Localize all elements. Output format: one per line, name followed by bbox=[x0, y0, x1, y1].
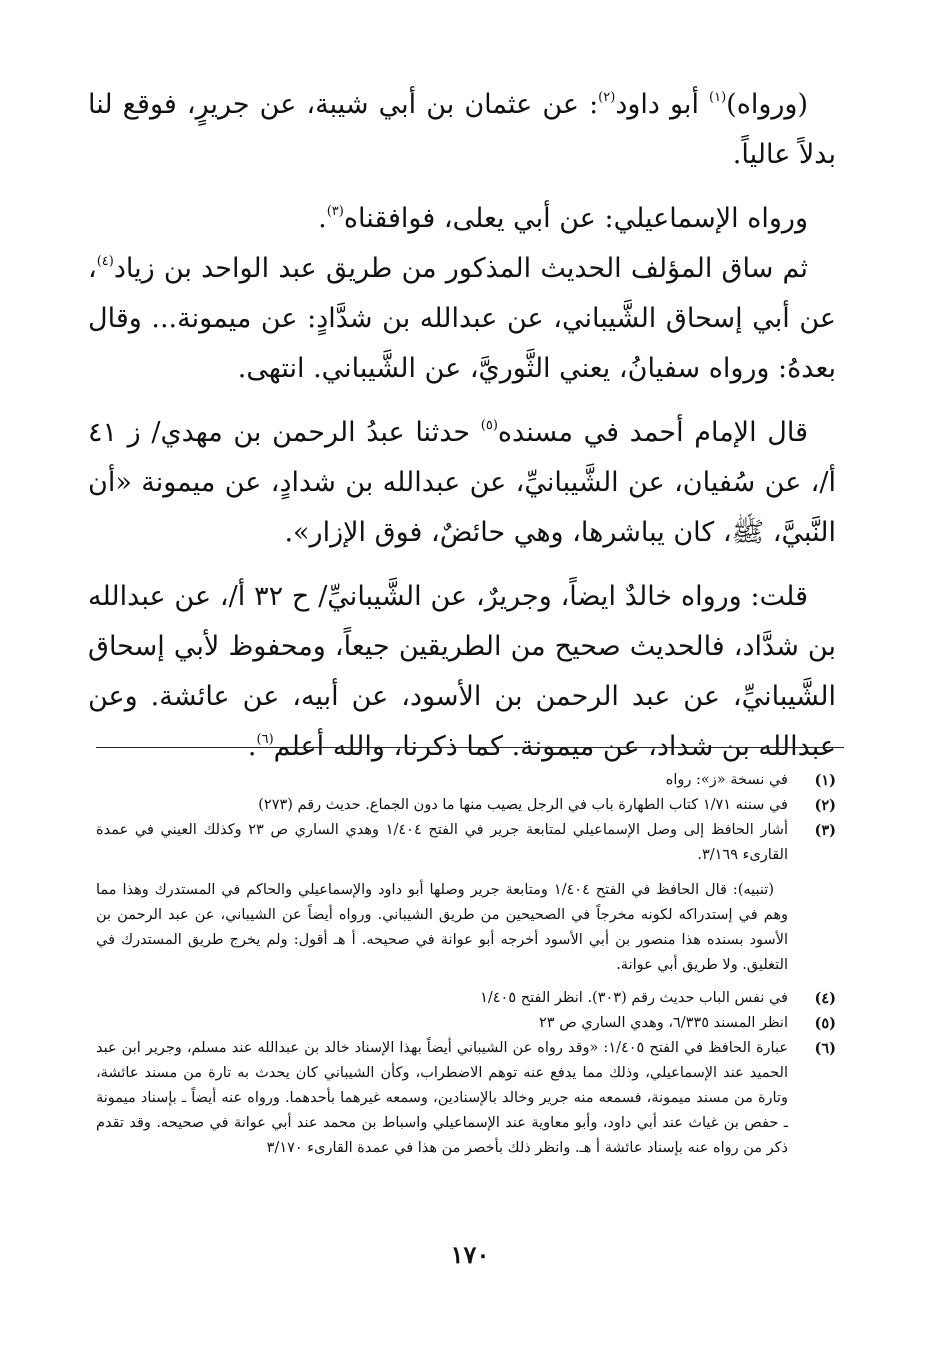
footnote bbox=[96, 818, 836, 868]
footnote-text: انظر المسند ٦/٣٣٥، وهدي الساري ص ٢٣ bbox=[539, 1015, 788, 1031]
text-run: أبو داود bbox=[615, 89, 710, 120]
page-number: ١٧٠ bbox=[450, 1240, 490, 1269]
text-run: قلت: ورواه خالدٌ ايضاً، وجريرٌ، عن الشَّيبانيِّ/ ح ٣٢ أ/، عن عبدالله بن شدَّاد، فالحديث صحيح من الطريقين جيعاً، ومحفوظ لأبي إسحاق الشَّيبانيِّ، عن عبد الرحمن بن الأسود، عن أبيه، عن عائشة. وعن عبدالله بن شداد، عن ميمونة. كما ذكرنا، والله أعلم bbox=[88, 581, 836, 762]
footnote-text: في نفس الباب حديث رقم (٣٠٣). انظر الفتح ١/٤٠٥ bbox=[480, 990, 788, 1006]
footnote-ref: (٣) bbox=[326, 204, 344, 219]
footnote-text: في سننه ١/٧١ كتاب الطهارة باب في الرجل يصيب منها ما دون الجماع. حديث رقم (٢٧٣) bbox=[258, 797, 788, 813]
paragraph-1 bbox=[88, 80, 836, 180]
text-run: ثم ساق المؤلف الحديث المذكور من طريق عبد الواحد بن زياد bbox=[113, 253, 808, 284]
footnote-ref: (٤) bbox=[96, 254, 114, 269]
footnote-divider bbox=[96, 747, 844, 748]
footnote-number: (٦) bbox=[814, 1040, 836, 1057]
footnote-number: (١) bbox=[814, 772, 836, 789]
footnote-ref: (١) bbox=[709, 90, 727, 105]
text-run: ورواه الإسماعيلي: عن أبي يعلى، فوافقناه bbox=[343, 203, 808, 234]
text-run: قال الإمام أحمد في مسنده bbox=[497, 417, 809, 448]
text-run: ، عن أبي إسحاق الشَّيباني، عن عبدالله بن شدَّادٍ: عن ميمونة... وقال بعدهُ: ورواه سفيانُ، يعني الثَّوريَّ، عن الشَّيباني. انتهى. bbox=[88, 253, 836, 384]
footnote-text: عبارة الحافظ في الفتح ١/٤٠٥: «وقد رواه عن الشيباني أيضاً بهذا الإسناد خالد بن عبدالله عند مسلم، وجرير ابن عبد الحميد عند الإسماعيلي، وذلك مما يدفع عنه توهم الاضطراب، وكأن الشيباني كان يحدث به تارة من مسند عائشة، وتارة من مسند ميمونة، فسمعه منه جرير وخالد بالإسنادين، وسمعه غيرهما بأحدهما. ورواه عنه أيضاً ـ بإسناد ميمونة ـ حفص بن غياث عند أبي داود، وأبو معاوية عند الإسماعيلي واسباط بن محمد عند أبي عوانة في صحيحه. وقد تقدم ذكر من رواه عنه بإسناد عائشة أ هـ. وانظر ذلك بأخصر من هذا في عمدة القارىء ٣/١٧٠ bbox=[96, 1040, 789, 1156]
footnote bbox=[96, 768, 836, 793]
text-run: : عن عثمان بن أبي شيبة، عن جريرٍ، فوقع لنا بدلاً عالياً. bbox=[88, 89, 836, 170]
text-run: حدثنا عبدُ الرحمن بن مهدي/ ز ٤١ أ/، عن سُفيان، عن الشَّيبانيِّ، عن عبدالله بن شدادٍ، عن ميمونة «أن النَّبيَّ، ﷺ، كان يباشرها، وهي حائضٌ، فوق الإزار». bbox=[88, 417, 836, 548]
footnote-number: (٥) bbox=[814, 1015, 836, 1032]
footnote-ref: (٦) bbox=[256, 732, 274, 747]
footnote-ref: (٢) bbox=[598, 90, 616, 105]
footnote bbox=[96, 986, 836, 1011]
footnote bbox=[96, 1011, 836, 1036]
footnote-ref: (٥) bbox=[480, 418, 498, 433]
footnote-text: في نسخة «ز»: رواه bbox=[665, 772, 788, 788]
paragraph-3 bbox=[88, 244, 836, 394]
footnote-text: أشار الحافظ إلى وصل الإسماعيلي لمتابعة جرير في الفتح ١/٤٠٤ وهدي الساري ص ٢٣ وكذلك العيني في عمدة القارىء ٣/١٦٩. bbox=[96, 822, 788, 863]
main-text bbox=[88, 80, 836, 772]
footnote-number: (٢) bbox=[814, 797, 836, 814]
footnote-number: (٤) bbox=[814, 990, 836, 1007]
paragraph-2 bbox=[88, 194, 836, 244]
paragraph-4 bbox=[88, 408, 836, 558]
footnote bbox=[96, 793, 836, 818]
footnote bbox=[96, 1036, 836, 1161]
footnote-remark: (تنبيه): قال الحافظ في الفتح ١/٤٠٤ ومتابعة جرير وصلها أبو داود والإسماعيلي والحاكم في المستدرك وهذا مما وهم في إستدراكه لكونه مخرجاً في الصحيحين من طريق الشيباني. ورواه أيضاً عن الشيباني، عن عبد الرحمن بن الأسود بسنده هذا منصور بن أبي الأسود أخرجه أبو عوانة في صحيحه. أ هـ أقول: ولم يخرج طريق المستدرك في التغليق. ولا طريق أبي عوانة. bbox=[96, 882, 788, 973]
footnote-number: (٣) bbox=[814, 822, 836, 839]
paragraph-5 bbox=[88, 572, 836, 772]
footnotes bbox=[96, 768, 836, 1161]
text-run: . bbox=[318, 203, 327, 234]
text-run: . bbox=[247, 731, 257, 762]
text-run: (ورواه) bbox=[726, 89, 808, 120]
